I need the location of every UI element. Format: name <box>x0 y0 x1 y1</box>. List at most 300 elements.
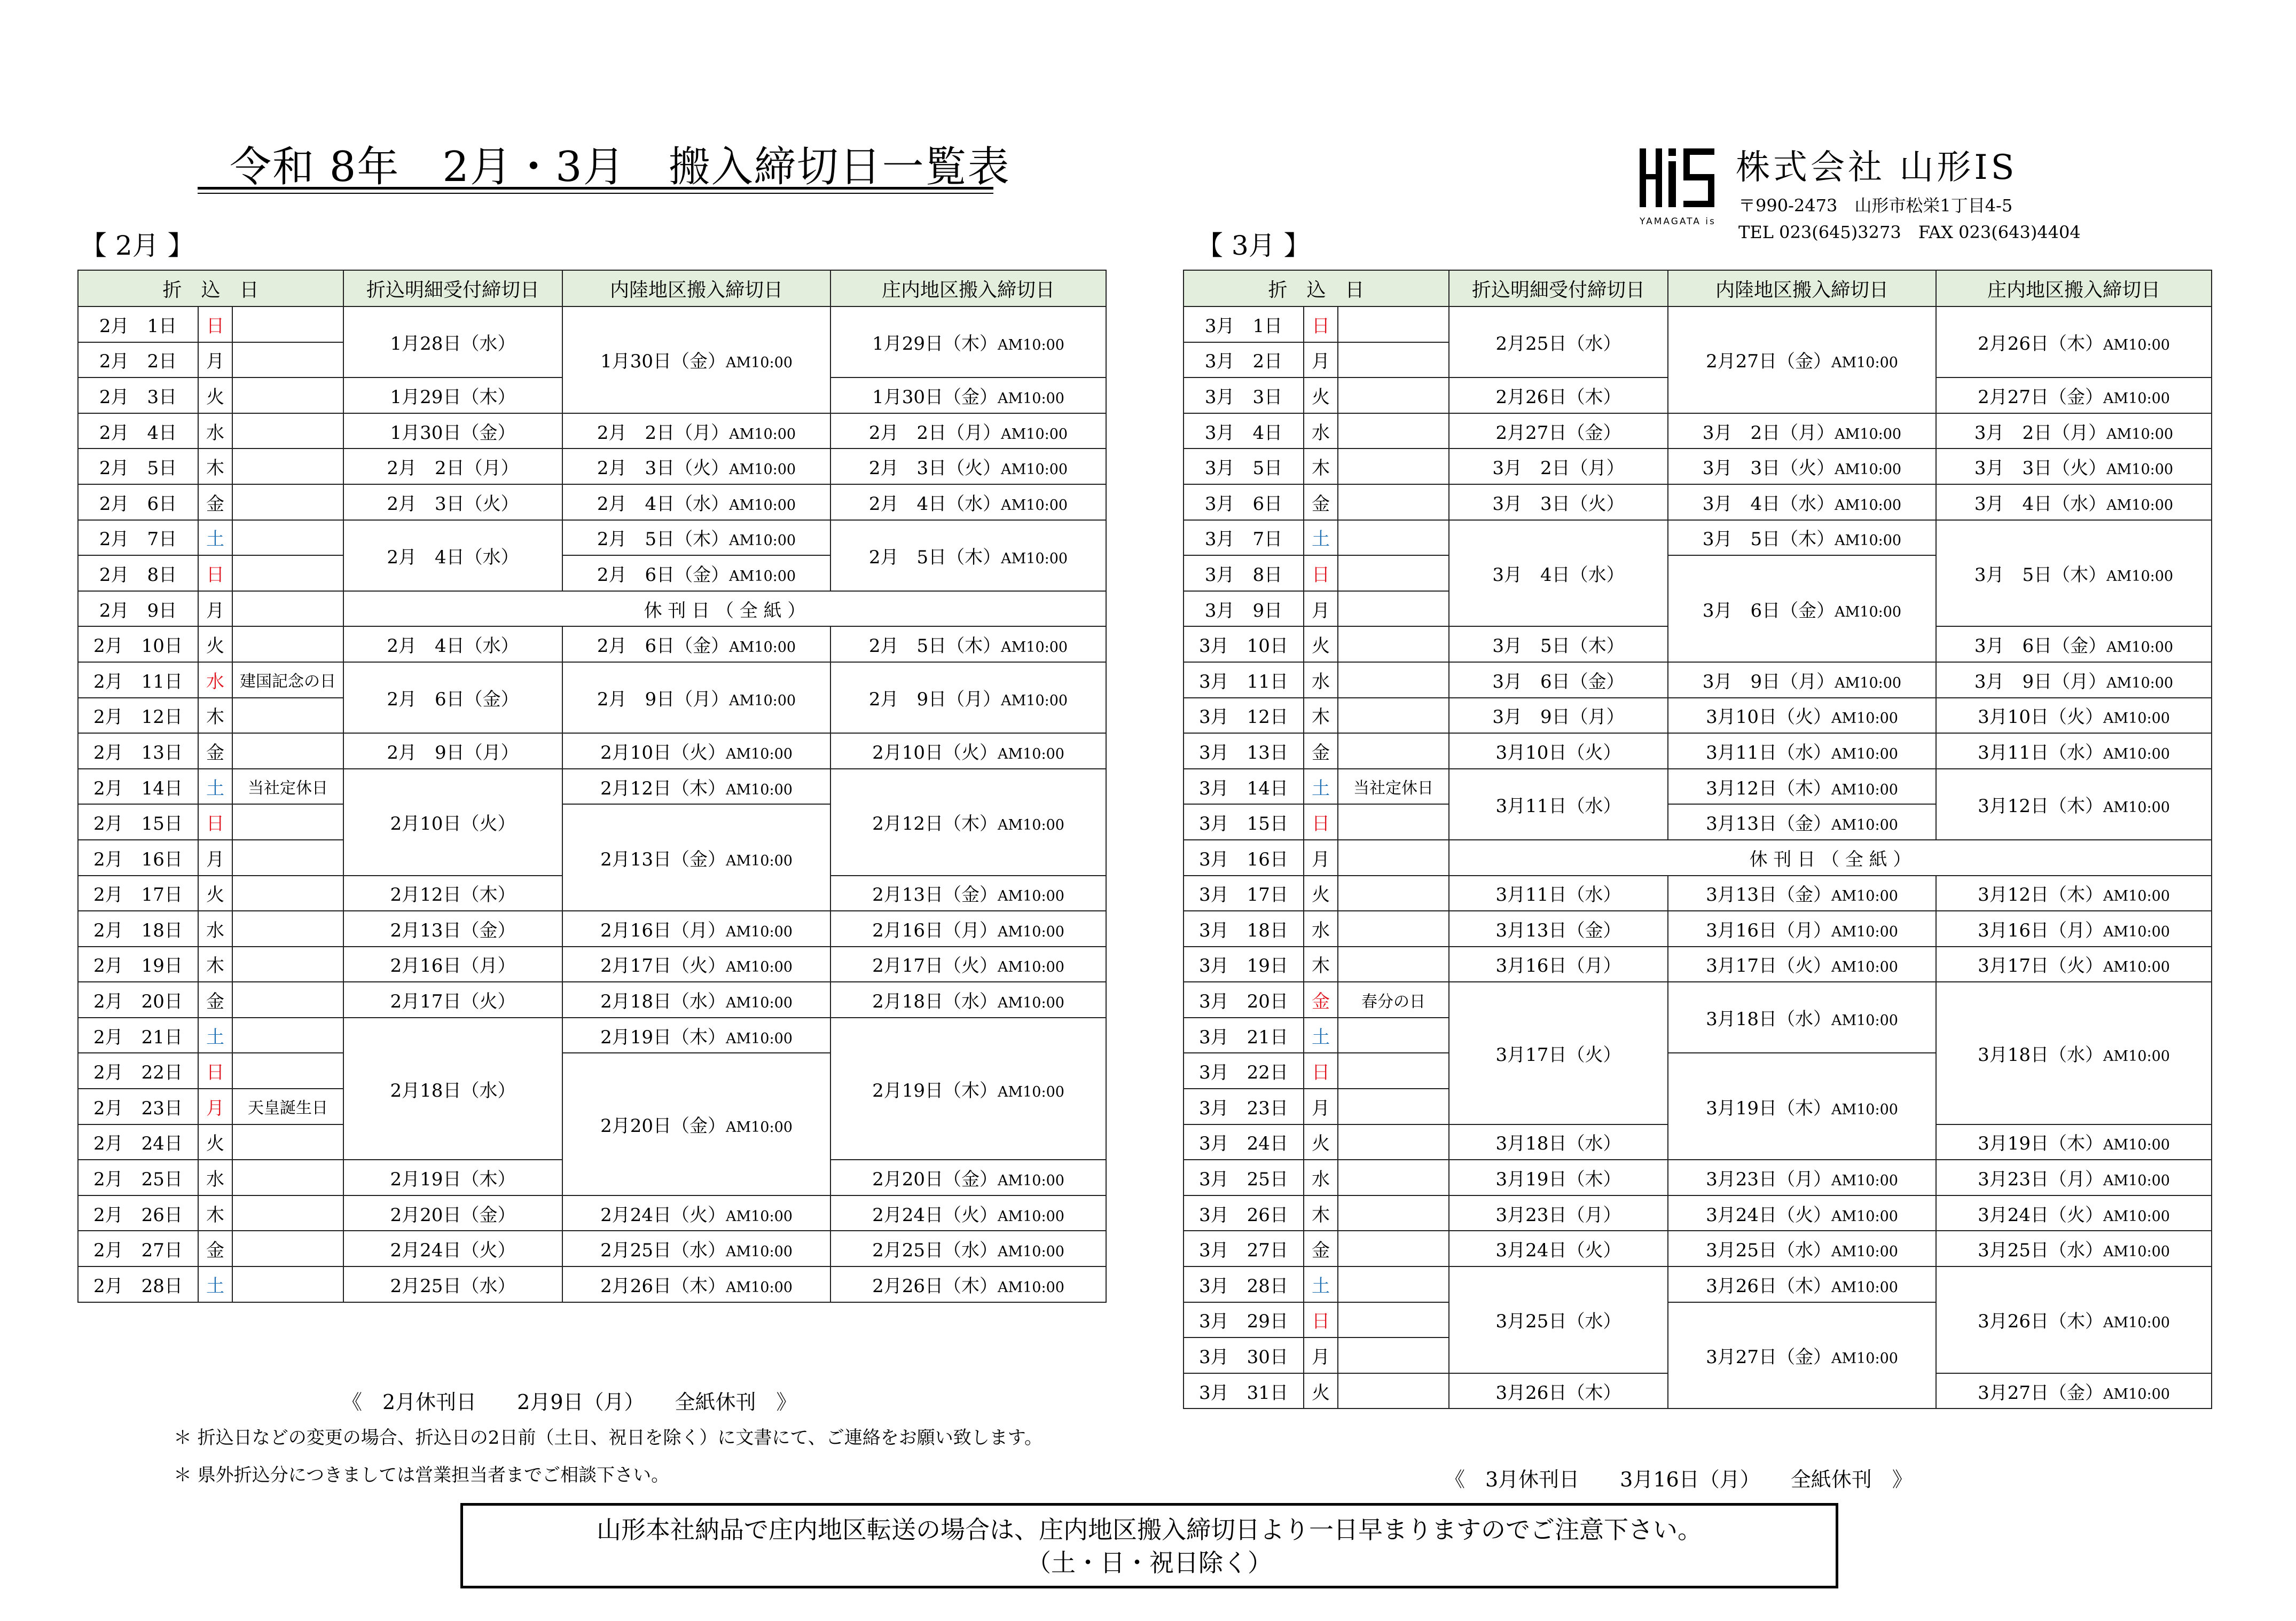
shonai-deadline-cell <box>830 377 1106 413</box>
date-cell: 3月 19日 <box>1184 947 1304 982</box>
weekday-cell: 火 <box>198 876 232 911</box>
date-cell: 3月 2日 <box>1184 342 1304 378</box>
weekday-cell: 火 <box>1304 876 1338 911</box>
date-cell: 3月 13日 <box>1184 733 1304 769</box>
deadline-date: 2月 2日（月） <box>387 458 519 479</box>
holiday-cell <box>1338 1373 1449 1409</box>
detail-deadline-cell <box>1449 1195 1668 1231</box>
deadline-time: AM10:00 <box>725 995 793 1012</box>
weekday-cell: 金 <box>198 733 232 769</box>
date-cell: 2月 24日 <box>78 1124 198 1160</box>
column-header: 折込明細受付締切日 <box>343 270 562 306</box>
detail-deadline-cell <box>1449 1231 1668 1266</box>
table-row <box>1184 520 2212 556</box>
inland-deadline-cell <box>562 1018 830 1053</box>
weekday-cell: 土 <box>198 769 232 805</box>
deadline-time: AM10:00 <box>2103 1386 2170 1403</box>
deadline-date: 2月 3日（火） <box>387 493 519 515</box>
inland-deadline-cell <box>562 769 830 805</box>
deadline-date: 3月 3日（火） <box>1492 493 1625 515</box>
deadline-time: AM10:00 <box>725 1279 793 1296</box>
date-cell: 2月 15日 <box>78 804 198 840</box>
deadline-time: AM10:00 <box>997 817 1064 834</box>
detail-deadline-cell <box>343 769 562 876</box>
inland-deadline-cell <box>1668 1302 1936 1409</box>
inland-deadline-cell <box>562 626 830 662</box>
date-cell: 2月 23日 <box>78 1089 198 1124</box>
deadline-time: AM10:00 <box>725 959 793 976</box>
deadline-time: AM10:00 <box>725 781 793 798</box>
deadline-time: AM10:00 <box>997 995 1064 1012</box>
column-header: 庄内地区搬入締切日 <box>1936 270 2212 306</box>
deadline-date: 休 刊 日 （ 全 紙 ） <box>1749 848 1911 870</box>
deadline-date: 2月25日（水） <box>600 1240 726 1262</box>
deadline-time: AM10:00 <box>2103 710 2170 727</box>
weekday-cell: 火 <box>1304 626 1338 662</box>
detail-deadline-cell <box>343 484 562 520</box>
inland-deadline-cell <box>562 662 830 733</box>
holiday-cell <box>232 591 343 627</box>
detail-deadline-cell <box>1449 1373 1668 1409</box>
holiday-cell: 天皇誕生日 <box>232 1089 343 1124</box>
deadline-date: 3月 4日（水） <box>1492 564 1625 586</box>
table-row <box>1184 1160 2212 1195</box>
weekday-cell: 火 <box>198 1124 232 1160</box>
detail-deadline-cell <box>1449 876 1668 911</box>
deadline-date: 2月25日（水） <box>872 1240 998 1262</box>
weekday-cell: 火 <box>198 377 232 413</box>
deadline-date: 3月26日（木） <box>1706 1275 1831 1297</box>
deadline-date: 3月17日（火） <box>1978 955 2103 977</box>
date-cell: 3月 5日 <box>1184 448 1304 484</box>
date-cell: 2月 11日 <box>78 662 198 698</box>
shonai-deadline-cell <box>1936 1124 2212 1160</box>
deadline-date: 2月26日（木） <box>1495 386 1621 408</box>
company-tel: TEL 023(645)3273 FAX 023(643)4404 <box>1738 222 2081 242</box>
deadline-time: AM10:00 <box>1831 817 1898 834</box>
deadline-time: AM10:00 <box>729 532 796 549</box>
title-underline <box>198 187 993 190</box>
table-row <box>78 982 1106 1018</box>
inland-deadline-cell <box>1668 1231 1936 1266</box>
weekday-cell: 木 <box>198 947 232 982</box>
company-address: 〒990-2473 山形市松栄1丁目4-5 <box>1738 195 2013 216</box>
shonai-deadline-cell <box>830 982 1106 1018</box>
weekday-cell: 金 <box>198 982 232 1018</box>
date-cell: 2月 10日 <box>78 626 198 662</box>
date-cell: 2月 12日 <box>78 698 198 734</box>
deadline-time: AM10:00 <box>1835 461 1902 478</box>
holiday-cell <box>232 982 343 1018</box>
deadline-date: 1月30日（金） <box>390 422 516 444</box>
deadline-date: 2月 6日（金） <box>597 635 730 657</box>
deadline-time: AM10:00 <box>1831 1012 1898 1029</box>
shonai-deadline-cell <box>830 1266 1106 1302</box>
deadline-time: AM10:00 <box>2103 1173 2170 1190</box>
weekday-cell: 水 <box>198 413 232 449</box>
weekday-cell: 土 <box>1304 520 1338 556</box>
deadline-time: AM10:00 <box>725 852 793 869</box>
table-row <box>1184 698 2212 734</box>
detail-deadline-cell <box>343 982 562 1018</box>
deadline-date: 2月19日（木） <box>390 1169 516 1191</box>
weekday-cell: 木 <box>1304 448 1338 484</box>
holiday-cell <box>232 840 343 876</box>
note-outside: ＊ 県外折込分につきましては営業担当者までご相談下さい。 <box>174 1465 670 1486</box>
table-row <box>78 484 1106 520</box>
date-cell: 2月 20日 <box>78 982 198 1018</box>
date-cell: 2月 2日 <box>78 342 198 378</box>
shonai-deadline-cell <box>1936 733 2212 769</box>
logo-text: YAMAGATA is <box>1640 216 1716 227</box>
weekday-cell: 日 <box>198 1053 232 1089</box>
holiday-cell <box>1338 947 1449 982</box>
deadline-date: 2月27日（金） <box>1495 422 1621 444</box>
detail-deadline-cell <box>1449 306 1668 377</box>
notice-line-1: 山形本社納品で庄内地区転送の場合は、庄内地区搬入締切日より一日早まりますのでご注意下さい。 <box>597 1515 1702 1544</box>
shonai-deadline-cell <box>830 662 1106 733</box>
weekday-cell: 月 <box>198 342 232 378</box>
date-cell: 3月 21日 <box>1184 1018 1304 1053</box>
holiday-cell <box>1338 1231 1449 1266</box>
weekday-cell: 土 <box>198 520 232 556</box>
holiday-cell <box>232 484 343 520</box>
holiday-cell <box>1338 1124 1449 1160</box>
shonai-deadline-cell <box>1936 1231 2212 1266</box>
holiday-cell <box>232 876 343 911</box>
deadline-date: 2月 6日（金） <box>387 689 519 711</box>
inland-deadline-cell <box>562 520 830 556</box>
date-cell: 3月 12日 <box>1184 698 1304 734</box>
table-row <box>78 413 1106 449</box>
deadline-time: AM10:00 <box>1831 1350 1898 1367</box>
date-cell: 2月 5日 <box>78 448 198 484</box>
date-cell: 2月 14日 <box>78 769 198 805</box>
detail-deadline-cell <box>343 1018 562 1160</box>
deadline-date: 2月25日（水） <box>390 1275 516 1297</box>
shonai-deadline-cell <box>830 484 1106 520</box>
deadline-time: AM10:00 <box>1001 426 1068 443</box>
table-row <box>78 626 1106 662</box>
deadline-date: 3月11日（水） <box>1495 884 1621 906</box>
deadline-time: AM10:00 <box>1831 923 1898 940</box>
detail-deadline-cell <box>1449 1266 1668 1373</box>
table-row <box>78 1266 1106 1302</box>
holiday-cell <box>1338 306 1449 342</box>
detail-deadline-cell <box>343 377 562 413</box>
holiday-cell <box>1338 1195 1449 1231</box>
deadline-time: AM10:00 <box>2103 888 2170 905</box>
holiday-cell <box>232 306 343 342</box>
column-header: 折 込 日 <box>78 270 343 306</box>
table-row <box>1184 733 2212 769</box>
deadline-time: AM10:00 <box>2103 1208 2170 1225</box>
table-row <box>1184 947 2212 982</box>
table-row <box>78 733 1106 769</box>
holiday-cell <box>1338 484 1449 520</box>
holiday-cell: 当社定休日 <box>1338 769 1449 805</box>
deadline-date: 2月 2日（月） <box>868 422 1001 444</box>
table-row <box>1184 413 2212 449</box>
notice-line-2: （土・日・祝日除く） <box>1026 1548 1272 1577</box>
deadline-date: 2月16日（月） <box>390 955 516 977</box>
deadline-date: 3月 5日（木） <box>1974 564 2107 586</box>
shonai-deadline-cell <box>830 1231 1106 1266</box>
table-row <box>78 520 1106 556</box>
deadline-time: AM10:00 <box>997 1083 1064 1100</box>
holiday-cell <box>232 804 343 840</box>
deadline-date: 2月 9日（月） <box>597 689 730 711</box>
deadline-date: 2月 3日（火） <box>597 458 730 479</box>
deadline-time: AM10:00 <box>1831 959 1898 976</box>
holiday-cell <box>232 1231 343 1266</box>
date-cell: 2月 26日 <box>78 1195 198 1231</box>
shonai-deadline-cell <box>1936 520 2212 627</box>
holiday-cell <box>1338 555 1449 591</box>
deadline-time: AM10:00 <box>997 1244 1064 1261</box>
deadline-date: 3月17日（火） <box>1706 955 1831 977</box>
deadline-date: 3月25日（水） <box>1495 1311 1621 1333</box>
detail-deadline-cell <box>343 911 562 947</box>
date-cell: 3月 29日 <box>1184 1302 1304 1338</box>
holiday-cell <box>1338 804 1449 840</box>
weekday-cell: 金 <box>1304 982 1338 1018</box>
deadline-time: AM10:00 <box>729 461 796 478</box>
date-cell: 3月 28日 <box>1184 1266 1304 1302</box>
deadline-date: 2月 4日（水） <box>597 493 730 515</box>
deadline-time: AM10:00 <box>1001 497 1068 514</box>
deadline-time: AM10:00 <box>725 1208 793 1225</box>
deadline-time: AM10:00 <box>997 923 1064 940</box>
deadline-time: AM10:00 <box>2106 639 2174 656</box>
date-cell: 3月 17日 <box>1184 876 1304 911</box>
deadline-date: 2月 4日（水） <box>868 493 1001 515</box>
table-row <box>1184 306 2212 342</box>
deadline-time: AM10:00 <box>1001 693 1068 710</box>
deadline-date: 3月12日（木） <box>1978 795 2103 817</box>
deadline-time: AM10:00 <box>725 745 793 762</box>
date-cell: 3月 25日 <box>1184 1160 1304 1195</box>
date-cell: 2月 8日 <box>78 555 198 591</box>
deadline-date: 2月12日（木） <box>600 777 726 799</box>
deadline-date: 3月 4日（水） <box>1974 493 2107 515</box>
holiday-cell <box>1338 448 1449 484</box>
deadline-time: AM10:00 <box>1001 639 1068 656</box>
date-cell: 3月 10日 <box>1184 626 1304 662</box>
inland-deadline-cell <box>562 982 830 1018</box>
holiday-cell <box>1338 1302 1449 1338</box>
weekday-cell: 木 <box>198 1195 232 1231</box>
deadline-date: 3月25日（水） <box>1706 1240 1831 1262</box>
detail-deadline-cell <box>1449 662 1668 698</box>
date-cell: 3月 3日 <box>1184 377 1304 413</box>
column-header: 折込明細受付締切日 <box>1449 270 1668 306</box>
weekday-cell: 木 <box>198 698 232 734</box>
detail-deadline-cell <box>1449 698 1668 734</box>
weekday-cell: 土 <box>1304 1018 1338 1053</box>
table-row <box>1184 982 2212 1018</box>
inland-deadline-cell <box>562 1266 830 1302</box>
weekday-cell: 月 <box>1304 840 1338 876</box>
feb-schedule-table <box>77 270 1107 1303</box>
deadline-date: 1月30日（金） <box>872 386 998 408</box>
detail-deadline-cell <box>343 448 562 484</box>
detail-deadline-cell <box>343 520 562 591</box>
weekday-cell: 水 <box>1304 662 1338 698</box>
holiday-cell <box>232 698 343 734</box>
holiday-cell <box>232 911 343 947</box>
weekday-cell: 木 <box>1304 947 1338 982</box>
deadline-time: AM10:00 <box>1835 426 1902 443</box>
deadline-date: 2月 2日（月） <box>597 422 730 444</box>
deadline-date: 2月17日（火） <box>390 991 516 1013</box>
holiday-cell <box>232 448 343 484</box>
table-row <box>78 947 1106 982</box>
deadline-time: AM10:00 <box>1835 674 1902 691</box>
column-header: 折 込 日 <box>1184 270 1449 306</box>
feb-label: 【 2月 】 <box>80 230 194 261</box>
date-cell: 2月 28日 <box>78 1266 198 1302</box>
deadline-date: 2月13日（金） <box>390 919 516 941</box>
deadline-time: AM10:00 <box>1831 745 1898 762</box>
deadline-date: 1月29日（木） <box>872 333 998 355</box>
deadline-date: 2月24日（火） <box>390 1240 516 1262</box>
detail-deadline-cell <box>343 733 562 769</box>
date-cell: 2月 13日 <box>78 733 198 769</box>
holiday-cell <box>1338 1053 1449 1089</box>
deadline-date: 3月24日（火） <box>1495 1240 1621 1262</box>
closed-day-cell <box>343 591 1106 627</box>
holiday-cell <box>1338 377 1449 413</box>
date-cell: 2月 7日 <box>78 520 198 556</box>
holiday-cell <box>232 1124 343 1160</box>
detail-deadline-cell <box>343 1266 562 1302</box>
page-title: 令和 8年 2月・3月 搬入締切日一覧表 <box>230 143 1010 191</box>
deadline-date: 3月26日（木） <box>1978 1311 2103 1333</box>
deadline-date: 2月12日（木） <box>872 813 998 835</box>
deadline-date: 2月20日（金） <box>390 1204 516 1226</box>
inland-deadline-cell <box>562 448 830 484</box>
deadline-time: AM10:00 <box>997 1173 1064 1190</box>
deadline-time: AM10:00 <box>2103 1137 2170 1154</box>
column-header: 内陸地区搬入締切日 <box>1668 270 1936 306</box>
deadline-date: 2月20日（金） <box>872 1169 998 1191</box>
deadline-date: 2月17日（火） <box>600 955 726 977</box>
holiday-cell <box>232 1160 343 1195</box>
holiday-cell <box>1338 698 1449 734</box>
deadline-date: 3月19日（木） <box>1706 1097 1831 1119</box>
deadline-date: 3月 5日（木） <box>1492 635 1625 657</box>
deadline-date: 2月 9日（月） <box>868 689 1001 711</box>
holiday-cell <box>232 733 343 769</box>
title-underline-thin <box>198 193 993 194</box>
deadline-date: 3月10日（火） <box>1978 706 2103 728</box>
date-cell: 3月 6日 <box>1184 484 1304 520</box>
deadline-date: 3月13日（金） <box>1706 884 1831 906</box>
deadline-date: 2月10日（火） <box>872 742 998 764</box>
weekday-cell: 木 <box>1304 1195 1338 1231</box>
detail-deadline-cell <box>1449 947 1668 982</box>
weekday-cell: 火 <box>1304 1124 1338 1160</box>
weekday-cell: 月 <box>198 840 232 876</box>
detail-deadline-cell <box>343 1195 562 1231</box>
deadline-time: AM10:00 <box>729 568 796 585</box>
deadline-date: 1月29日（木） <box>390 386 516 408</box>
date-cell: 3月 20日 <box>1184 982 1304 1018</box>
deadline-time: AM10:00 <box>2103 1048 2170 1065</box>
shonai-deadline-cell <box>1936 947 2212 982</box>
inland-deadline-cell <box>1668 733 1936 769</box>
date-cell: 3月 11日 <box>1184 662 1304 698</box>
table-row <box>78 448 1106 484</box>
weekday-cell: 日 <box>198 555 232 591</box>
detail-deadline-cell <box>1449 911 1668 947</box>
weekday-cell: 日 <box>1304 1302 1338 1338</box>
deadline-date: 3月16日（月） <box>1706 919 1831 941</box>
deadline-date: 2月16日（月） <box>600 919 726 941</box>
deadline-date: 2月19日（木） <box>600 1026 726 1048</box>
deadline-date: 2月 5日（木） <box>597 529 730 550</box>
deadline-date: 3月12日（木） <box>1978 884 2103 906</box>
shonai-deadline-cell <box>830 947 1106 982</box>
deadline-date: 3月 3日（火） <box>1702 458 1835 479</box>
date-cell: 3月 14日 <box>1184 769 1304 805</box>
mar-schedule-table <box>1183 270 2212 1409</box>
weekday-cell: 金 <box>1304 1231 1338 1266</box>
date-cell: 3月 8日 <box>1184 555 1304 591</box>
shonai-deadline-cell <box>830 626 1106 662</box>
closed-day-cell <box>1449 840 2212 876</box>
deadline-time: AM10:00 <box>997 337 1064 354</box>
column-header: 庄内地区搬入締切日 <box>830 270 1106 306</box>
deadline-date: 2月12日（木） <box>390 884 516 906</box>
date-cell: 2月 9日 <box>78 591 198 627</box>
weekday-cell: 日 <box>1304 1053 1338 1089</box>
inland-deadline-cell <box>1668 911 1936 947</box>
date-cell: 2月 27日 <box>78 1231 198 1266</box>
deadline-date: 3月 3日（火） <box>1974 458 2107 479</box>
header-row <box>1184 270 2212 306</box>
date-cell: 3月 22日 <box>1184 1053 1304 1089</box>
deadline-time: AM10:00 <box>997 1279 1064 1296</box>
deadline-date: 3月10日（火） <box>1495 742 1621 764</box>
table-row <box>78 1195 1106 1231</box>
weekday-cell: 水 <box>1304 911 1338 947</box>
deadline-date: 3月16日（月） <box>1495 955 1621 977</box>
detail-deadline-cell <box>1449 413 1668 449</box>
deadline-date: 2月27日（金） <box>1978 386 2103 408</box>
deadline-time: AM10:00 <box>2106 426 2174 443</box>
deadline-date: 3月 9日（月） <box>1702 671 1835 693</box>
weekday-cell: 日 <box>1304 306 1338 342</box>
deadline-date: 2月18日（水） <box>872 991 998 1013</box>
inland-deadline-cell <box>1668 555 1936 662</box>
weekday-cell: 水 <box>1304 413 1338 449</box>
detail-deadline-cell <box>343 626 562 662</box>
deadline-date: 3月13日（金） <box>1495 919 1621 941</box>
table-row <box>1184 484 2212 520</box>
detail-deadline-cell <box>1449 1124 1668 1160</box>
inland-deadline-cell <box>1668 306 1936 413</box>
deadline-date: 3月 4日（水） <box>1702 493 1835 515</box>
inland-deadline-cell <box>1668 413 1936 449</box>
detail-deadline-cell <box>1449 982 1668 1124</box>
inland-deadline-cell <box>562 413 830 449</box>
deadline-date: 2月26日（木） <box>1978 333 2103 355</box>
deadline-date: 3月23日（月） <box>1706 1169 1831 1191</box>
weekday-cell: 日 <box>198 306 232 342</box>
deadline-date: 2月20日（金） <box>600 1115 726 1137</box>
